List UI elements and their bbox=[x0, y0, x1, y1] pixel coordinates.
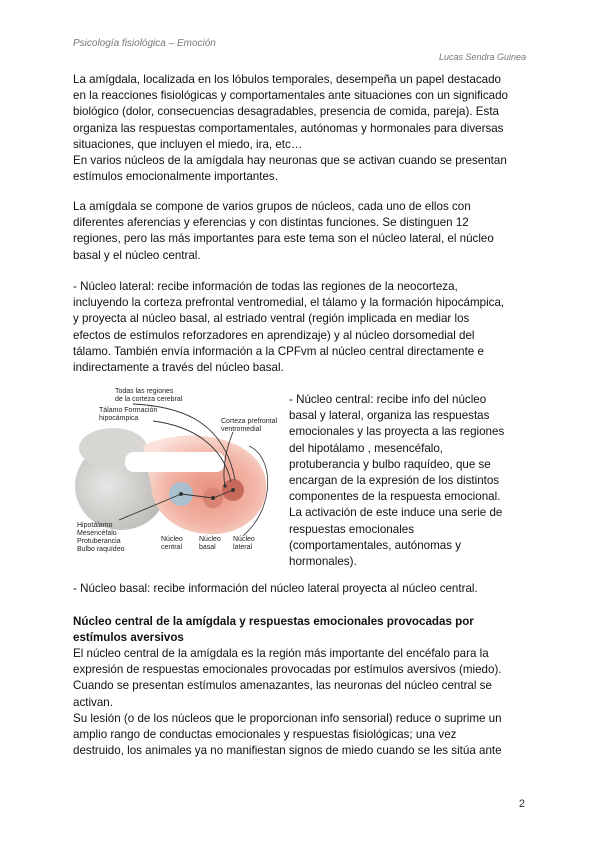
intro-paragraph bbox=[73, 72, 533, 185]
text-line: efectos de estímulos reforzadores en aprendizaje) y al núcleo dorsomedial del bbox=[73, 328, 475, 342]
central-nucleus-paragraph bbox=[289, 392, 529, 570]
text-line: amplio rango de conductas emocionales y respuestas fisiológicas; una vez bbox=[73, 728, 457, 742]
header-author: Lucas Sendra Guinea bbox=[438, 52, 526, 62]
text-line: hormonales). bbox=[289, 555, 357, 569]
text-line: La amígdala se compone de varios grupos de núcleos, cada uno de ellos con bbox=[73, 200, 471, 213]
text-line: basal y lateral, organiza las respuestas bbox=[289, 409, 490, 423]
section-title-line: Núcleo central de la amígdala y respuestas emocionales provocadas por bbox=[73, 615, 474, 628]
label-basal-nucleus: Núcleo basal bbox=[199, 536, 221, 551]
label-prefrontal-cortex: Corteza prefrontal ventromedial bbox=[221, 418, 278, 433]
lateral-nucleus-paragraph bbox=[73, 279, 533, 376]
section-title-line: estímulos aversivos bbox=[73, 631, 184, 645]
text-line: emocionales y las proyecta a las regiones bbox=[289, 425, 505, 439]
text-line: expresión de respuestas emocionales provocadas por estímulos aversivos (miedo). bbox=[73, 663, 502, 677]
text-line: componentes de la respuesta emocional. bbox=[289, 490, 501, 504]
page-number: 2 bbox=[518, 798, 525, 810]
text-line: regiones, pero las más importantes para este tema son el núcleo lateral, el núcleo bbox=[73, 232, 494, 246]
section-cut bbox=[125, 452, 225, 472]
text-line: respuestas emocionales bbox=[289, 522, 415, 536]
text-line: en la reacciones fisiológicas y comportamentales ante situaciones con un significado bbox=[73, 89, 509, 103]
label-thalamus-hippocampus: Tálamo Formación hipocámpica bbox=[99, 407, 158, 422]
text-line: destruido, los animales ya no manifiestan signos de miedo cuando se les sitúa ante bbox=[73, 744, 502, 758]
text-line: La amígdala, localizada en los lóbulos temporales, desempeña un papel destacado bbox=[73, 73, 501, 86]
section-heading bbox=[73, 614, 533, 646]
text-line: El núcleo central de la amígdala es la región más importante del encéfalo para la bbox=[73, 647, 489, 660]
text-line: biológico (dolor, consecuencias desagradables, presencia de comida, pareja). Esta bbox=[73, 105, 500, 119]
text-line: incluyendo la corteza prefrontal ventromedial, el tálamo y la formación hipocámpica, bbox=[73, 296, 505, 310]
text-line: organiza las respuestas comportamentales, autónomas y hormonales para diversas bbox=[73, 121, 504, 135]
label-central-nucleus: Núcleo central bbox=[161, 536, 183, 551]
text-line: situaciones, que incluyen el miedo, ira, etc… bbox=[73, 137, 303, 151]
groups-paragraph bbox=[73, 199, 533, 264]
text-line: - Núcleo lateral: recibe información de todas las regiones de la neocorteza, bbox=[73, 280, 458, 293]
label-lateral-nucleus: Núcleo lateral bbox=[233, 536, 255, 551]
text-line: (comportamentales, autónomas y bbox=[289, 538, 462, 552]
text-line: tálamo. También envía información a la CPFvm al núcleo central directamente e bbox=[73, 344, 484, 358]
basal-nucleus-paragraph bbox=[73, 581, 533, 597]
amygdala-diagram bbox=[73, 386, 285, 556]
text-line: - Núcleo central: recibe info del núcleo bbox=[289, 393, 487, 406]
text-line: encargan de la expresión de los distintos bbox=[289, 474, 500, 488]
text-line: La activación de este induce una serie de bbox=[289, 506, 503, 520]
text-line: activan. bbox=[73, 695, 113, 709]
text-line: protuberancia y bulbo raquídeo, que se bbox=[289, 457, 491, 471]
text-line: indirectamente a través del núcleo basal. bbox=[73, 361, 284, 375]
text-line: y proyecta al núcleo basal, al estriado ventral (región implicada en mediar los bbox=[73, 312, 470, 326]
text-line: Su lesión (o de los núcleos que le proporcionan info sensorial) reduce o suprime un bbox=[73, 711, 502, 725]
text-line: En varios núcleos de la amígdala hay neuronas que se activan cuando se presentan bbox=[73, 154, 507, 168]
text-line: Cuando se presentan estímulos amenazantes, las neuronas del núcleo central se bbox=[73, 679, 492, 693]
text-line: basal y el núcleo central. bbox=[73, 248, 201, 262]
text-line: - Núcleo basal: recibe información del núcleo lateral proyecta al núcleo central. bbox=[73, 582, 478, 595]
label-output-regions: Hipotálamo Mesencéfalo Protuberancia Bulbo raquídeo bbox=[77, 522, 125, 553]
text-line: del hipotálamo , mesencéfalo, bbox=[289, 441, 444, 455]
text-line: estímulos emocionalmente importantes. bbox=[73, 170, 278, 184]
cortex-region-shape bbox=[143, 436, 266, 535]
text-line: diferentes aferencias y eferencias y con distintas funciones. Se distinguen 12 bbox=[73, 216, 469, 230]
header-course-title: Psicología fisiológica – Emoción bbox=[73, 38, 216, 49]
section-paragraph bbox=[73, 646, 533, 759]
label-all-cortex: Todas las regiones de la corteza cerebral bbox=[115, 388, 183, 403]
